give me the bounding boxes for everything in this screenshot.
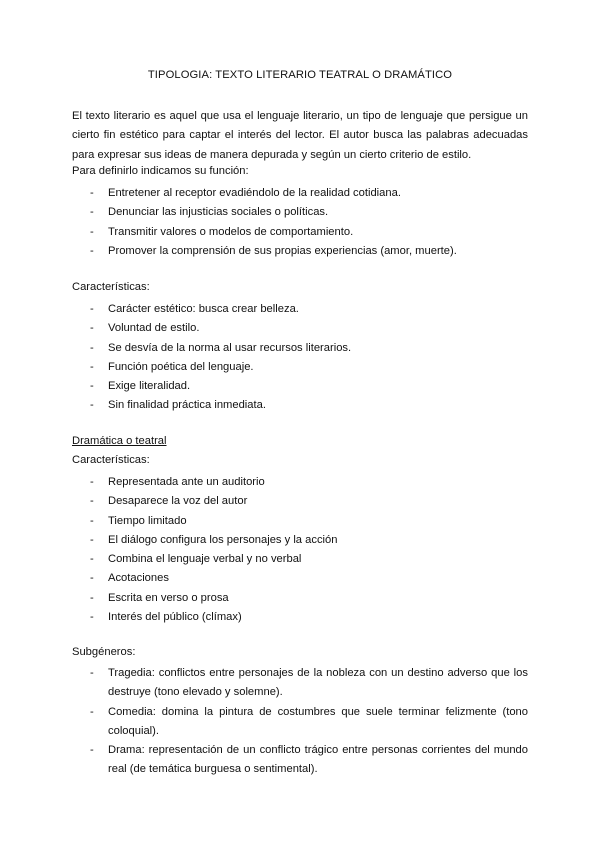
bullet-dash: - [90,322,94,335]
subgenres-heading: Subgéneros: [72,646,136,658]
list-item [72,396,528,415]
list-item-text: Función poética del lenguaje. [108,360,254,373]
list-item-text: Comedia: domina la pintura de costumbres que suele terminar felizmente (tono coloquial). [108,705,528,737]
list-item [72,473,528,492]
bullet-dash: - [90,206,94,219]
list-item-text: Tiempo limitado [108,514,187,527]
list-item-text: Denunciar las injusticias sociales o políticas. [108,206,329,219]
list-item [72,531,528,550]
list-item-text: Escrita en verso o prosa [108,591,229,604]
list-item [72,741,528,780]
intro-paragraph: El texto literario es aquel que usa el lenguaje literario, un tipo de lenguaje que persigue un cierto fin estético para captar el interés del lector. El autor busca las palabras adecuadas para expresar sus ideas de manera depurada y según un cierto criterio de estilo. [72,110,528,161]
list-item [72,203,528,222]
bullet-dash: - [90,514,94,527]
list-item [72,703,528,742]
list-item-text: Voluntad de estilo. [108,322,200,335]
list-item-text: Entretener al receptor evadiéndolo de la realidad cotidiana. [108,187,401,199]
bullet-dash: - [90,380,94,393]
drama-features-list [72,473,528,627]
list-item-text: El diálogo configura los personajes y la acción [108,533,338,546]
list-item [72,512,528,531]
list-item-text: Se desvía de la norma al usar recursos literarios. [108,341,352,354]
drama-features-heading: Características: [72,454,150,466]
list-item [72,339,528,358]
subgenres-list [72,664,528,780]
bullet-dash: - [90,533,94,546]
bullet-dash: - [90,591,94,604]
list-item [72,492,528,511]
bullet-dash: - [90,360,94,373]
list-item-text: Tragedia: conflictos entre personajes de la nobleza con un destino adverso que los destruye (tono elevado y solemne). [108,667,528,699]
list-item [72,223,528,242]
list-item-text: Desaparece la voz del autor [108,495,248,508]
drama-heading: Dramática o teatral [72,435,167,447]
list-item [72,358,528,377]
bullet-dash: - [90,476,94,488]
list-item [72,242,528,261]
bullet-dash: - [90,399,94,412]
bullet-dash: - [90,187,94,199]
features-heading: Características: [72,281,150,293]
list-item [72,664,528,703]
list-item-text: Exige literalidad. [108,380,191,393]
page-title: TIPOLOGIA: TEXTO LITERARIO TEATRAL O DRAMÁTICO [147,69,453,81]
list-item-text: Transmitir valores o modelos de comportamiento. [108,225,354,238]
list-item [72,608,528,627]
list-item [72,319,528,338]
bullet-dash: - [90,495,94,508]
list-item [72,550,528,569]
list-item-text: Promover la comprensión de sus propias experiencias (amor, muerte). [108,244,457,257]
list-item [72,377,528,396]
bullet-dash: - [90,553,94,566]
features-list [72,300,528,416]
bullet-dash: - [90,572,94,585]
list-item-text: Sin finalidad práctica inmediata. [108,399,266,412]
list-item-text: Drama: representación de un conflicto trágico entre personas corrientes del mundo real (de temática burguesa o sentimental). [108,744,528,776]
bullet-dash: - [90,341,94,354]
list-item-text: Representada ante un auditorio [108,476,265,488]
function-label: Para definirlo indicamos su función: [72,165,249,177]
bullet-dash: - [90,225,94,238]
function-list [72,184,528,261]
list-item [72,569,528,588]
bullet-dash: - [90,303,94,315]
list-item [72,300,528,319]
list-item [72,184,528,203]
list-item [72,589,528,608]
bullet-dash: - [90,244,94,257]
bullet-dash: - [90,611,94,624]
list-item-text: Carácter estético: busca crear belleza. [108,303,299,315]
bullet-dash: - [90,705,94,718]
list-item-text: Interés del público (clímax) [108,611,242,624]
list-item-text: Combina el lenguaje verbal y no verbal [108,553,302,566]
bullet-dash: - [90,667,94,679]
list-item-text: Acotaciones [108,572,169,585]
bullet-dash: - [90,744,94,757]
